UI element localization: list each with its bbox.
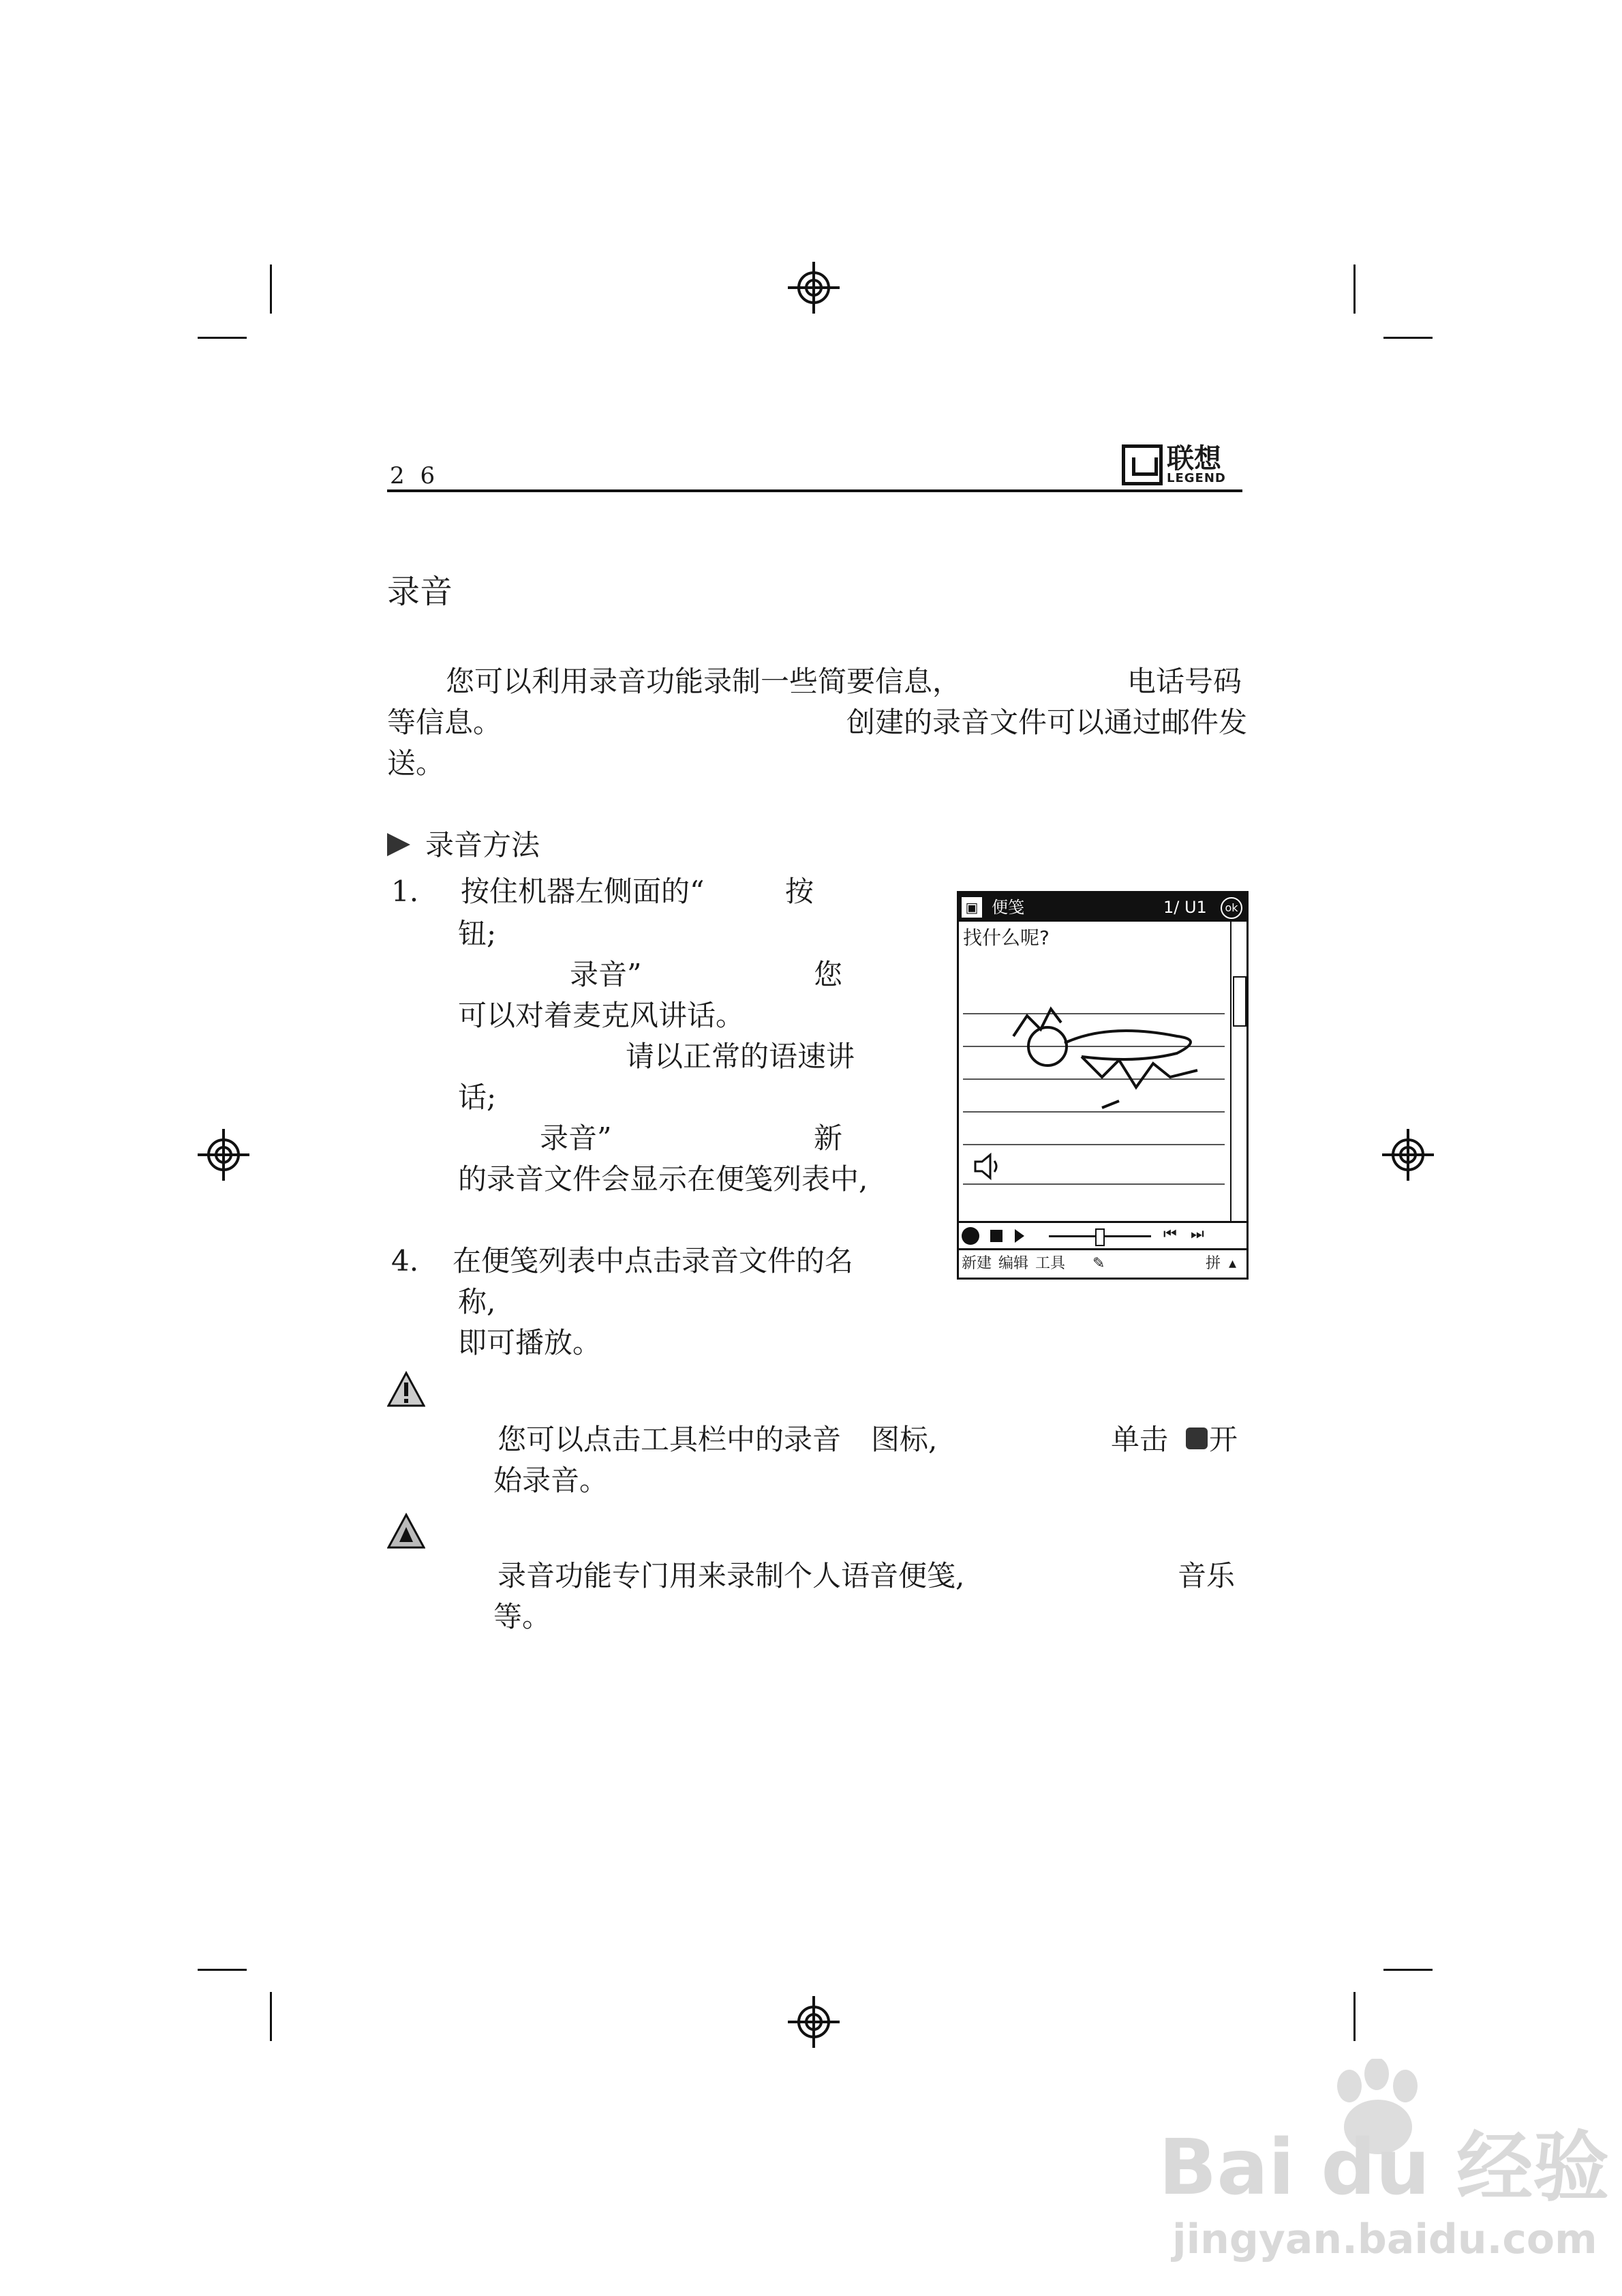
intro-line1-a: 您可以利用录音功能录制一些简要信息，	[446, 665, 962, 698]
step1-text-b: 按	[785, 875, 814, 908]
recording-toolbar	[959, 1221, 1246, 1250]
step1-number: 1.	[391, 875, 419, 908]
tip-line1-d: 开	[1209, 1423, 1238, 1456]
warning-icon	[387, 1370, 425, 1408]
step2-text-c: 可以对着麦克风讲话。	[458, 999, 745, 1032]
note-line2: 等。	[493, 1600, 551, 1633]
tip-line1-b: 图标,	[871, 1423, 938, 1456]
grasshopper-drawing	[1000, 988, 1225, 1125]
start-icon: ▣	[962, 897, 982, 918]
method-heading: 录音方法	[425, 828, 540, 862]
tip-line2: 始录音。	[493, 1464, 609, 1497]
step1-text-c: 钮;	[458, 917, 497, 950]
triangle-bullet-icon	[387, 833, 410, 856]
pen-icon[interactable]: ✎	[1092, 1255, 1105, 1272]
step3-text-c: 的录音文件会显示在便笺列表中,	[458, 1162, 868, 1196]
crop-mark	[1353, 265, 1356, 314]
legend-logo	[1122, 442, 1226, 488]
registration-mark	[786, 1995, 841, 2049]
menu-tools[interactable]: 工具	[1035, 1255, 1066, 1272]
step3-text-a: 录音”	[540, 1121, 612, 1155]
device-page: 1/ U1	[1163, 898, 1207, 917]
step2-text-e: 话;	[458, 1081, 497, 1114]
note-rule	[963, 1183, 1225, 1185]
intro-line1-b: 电话号码	[1127, 665, 1242, 698]
rewind-icon[interactable]: ⏮	[1163, 1226, 1177, 1243]
step2-text-b: 您	[814, 958, 843, 991]
crop-mark	[270, 265, 272, 314]
note-line1-a: 录音功能专门用来录制个人语音便笺,	[498, 1559, 965, 1592]
step3-text-b: 新	[814, 1121, 843, 1155]
crop-mark	[1383, 1969, 1433, 1971]
note-line1-b: 音乐	[1178, 1559, 1236, 1592]
pda-screenshot	[957, 891, 1249, 1280]
device-title: 便笺	[992, 898, 1024, 917]
crop-mark	[1383, 337, 1433, 339]
slider-thumb[interactable]	[1095, 1228, 1105, 1246]
menu-new[interactable]: 新建	[962, 1255, 992, 1272]
registration-mark	[196, 1128, 251, 1182]
device-note-text: 找什么呢?	[963, 926, 1050, 949]
section-title: 录音	[387, 573, 453, 611]
caution-icon	[387, 1512, 425, 1550]
scroll-thumb[interactable]	[1233, 976, 1246, 1027]
record-button[interactable]	[962, 1227, 979, 1245]
step4-text-a: 在便笺列表中点击录音文件的名	[453, 1244, 854, 1278]
step2-text-d: 请以正常的语速讲	[626, 1040, 855, 1073]
crop-mark	[198, 337, 247, 339]
stop-button[interactable]	[990, 1230, 1003, 1242]
menu-edit[interactable]: 编辑	[998, 1255, 1029, 1272]
logo-cn: 联想	[1167, 443, 1221, 474]
step2-text-a: 录音”	[570, 958, 642, 991]
watermark-url: jingyan.baidu.com	[1172, 2216, 1597, 2263]
tip-line1-c: 单击	[1111, 1423, 1169, 1456]
note-rule	[963, 1144, 1225, 1145]
registration-mark	[1381, 1128, 1435, 1182]
page-number: 2 6	[390, 462, 440, 489]
device-menu-bar	[959, 1248, 1246, 1278]
record-icon	[1186, 1428, 1208, 1449]
tip-line1-a: 您可以点击工具栏中的录音	[498, 1423, 842, 1456]
step1-text-a: 按住机器左侧面的“	[461, 875, 705, 908]
forward-icon[interactable]: ⏭	[1191, 1226, 1204, 1243]
play-button[interactable]	[1015, 1229, 1024, 1243]
step4-text-c: 即可播放。	[458, 1326, 602, 1359]
input-arrow-icon[interactable]: ▴	[1229, 1255, 1237, 1272]
step4-text-b: 称,	[458, 1285, 496, 1318]
speaker-icon[interactable]	[971, 1149, 1005, 1183]
intro-line2-a: 等信息。	[387, 706, 502, 739]
registration-mark	[786, 260, 841, 315]
device-scrollbar[interactable]	[1230, 922, 1246, 1223]
legend-logo-icon	[1122, 444, 1163, 485]
logo-en: LEGEND	[1167, 471, 1226, 485]
crop-mark	[270, 1992, 272, 2041]
step4-number: 4.	[391, 1244, 419, 1278]
ok-button[interactable]: ok	[1221, 897, 1242, 919]
device-title-bar	[959, 893, 1246, 922]
intro-line3: 送。	[387, 746, 445, 780]
crop-mark	[198, 1969, 247, 1971]
header-rule	[387, 489, 1242, 492]
crop-mark	[1353, 1992, 1356, 2041]
intro-line2-b: 创建的录音文件可以通过邮件发	[846, 706, 1248, 739]
input-method[interactable]: 拼	[1206, 1255, 1221, 1272]
watermark-brand: Bai du 经验	[1159, 2124, 1610, 2212]
